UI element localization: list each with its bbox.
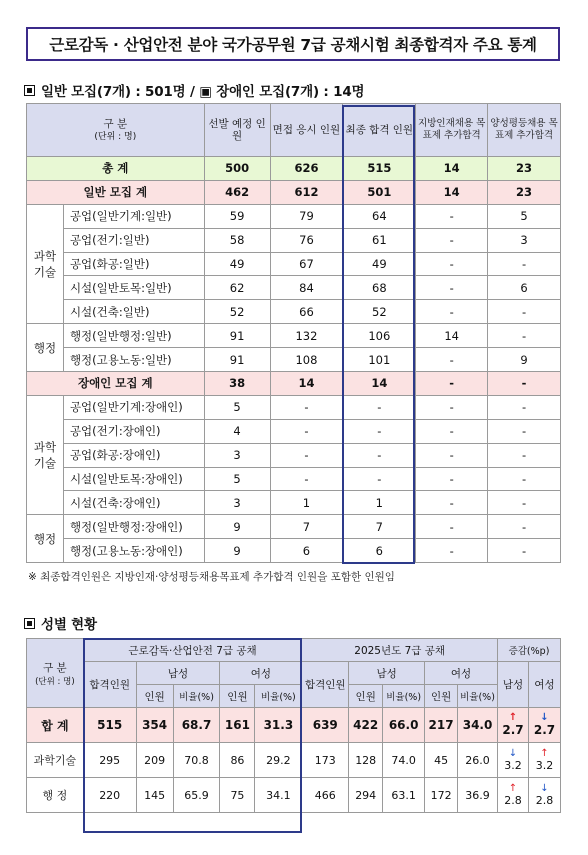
arrow-down-icon: ↓ (540, 712, 549, 723)
square-bullet-icon (24, 618, 35, 629)
header-change: 증감(%p) (498, 639, 561, 662)
header-category: 구 분 (단위 : 명) (27, 104, 205, 157)
table-row: 행 정 220 145 65.9 75 34.1 466 294 63.1 172 36.9 ↑ 2.8 ↓ 2.8 (27, 778, 561, 813)
table-row: 과학 기술 공업(일반기계:일반) 59 79 64 - 5 (27, 204, 561, 228)
arrow-down-icon: ↓ (508, 747, 518, 759)
arrow-up-icon: ↑ (508, 782, 518, 794)
arrow-down-icon: ↓ (540, 782, 549, 794)
header-gender-equality: 양성평등채용 목표제 추가합격 (488, 104, 561, 157)
total-row: 총 계 500 626 515 14 23 (27, 157, 561, 181)
table-row: 과학기술 295 209 70.8 86 29.2 173 128 74.0 45 26.0 ↓ 3.2 ↑ 3.2 (27, 743, 561, 778)
table-row: 과학 기술 공업(일반기계:장애인) 5 - - - - (27, 395, 561, 419)
section-gender-heading (24, 613, 97, 633)
table-row: 시설(일반토목:장애인) 5 - - - - (27, 467, 561, 491)
group-label-admin: 행정 (27, 324, 64, 372)
group-label-admin: 행정 (27, 515, 64, 563)
table-row: 행정(고용노동:장애인) 9 6 6 - - (27, 539, 561, 563)
male-change: ↑ 2.8 (498, 778, 529, 813)
header-group2: 2025년도 7급 공채 (302, 639, 498, 662)
table-header-row: 합격인원 남성 여성 합격인원 남성 여성 남성 여성 (27, 662, 561, 685)
section-general-text: 일반 모집(7개) : 501명 / ▣ 장애인 모집(7개) : 14명 (41, 84, 365, 100)
header-category: 구 분 (단위 : 명) (27, 639, 84, 708)
table-row: 공업(전기:장애인) 4 - - - - (27, 419, 561, 443)
table-row: 공업(전기:일반) 58 76 61 - 3 (27, 228, 561, 252)
table-header-row (27, 639, 561, 662)
table-row: 공업(화공:장애인) 3 - - - - (27, 443, 561, 467)
group-label-tech: 과학 기술 (27, 204, 64, 323)
table-row: 행정(고용노동:일반) 91 108 101 - 9 (27, 348, 561, 372)
table-header-row (27, 104, 561, 157)
header-group1: 근로감독·산업안전 7급 공채 (83, 639, 302, 662)
section-gender-text: 성별 현황 (41, 617, 97, 633)
header-final: 최종 합격 인원 (343, 104, 416, 157)
male-change: ↑ 2.7 (498, 708, 529, 743)
gender-table (26, 638, 561, 813)
female-change: ↓ 2.8 (528, 778, 560, 813)
table-row: 시설(건축:일반) 52 66 52 - - (27, 300, 561, 324)
arrow-up-icon: ↑ (540, 747, 549, 759)
table-row: 시설(건축:장애인) 3 1 1 - - (27, 491, 561, 515)
arrow-up-icon: ↑ (508, 712, 518, 723)
section-general-heading (24, 80, 364, 100)
female-change: ↑ 3.2 (528, 743, 560, 778)
table-row: 공업(화공:일반) 49 67 49 - - (27, 252, 561, 276)
general-subtotal-row: 일반 모집 계 462 612 501 14 23 (27, 180, 561, 204)
header-local-talent: 지방인재채용 목표제 추가합격 (416, 104, 488, 157)
square-bullet-icon (24, 85, 35, 96)
page-title: 근로감독 · 산업안전 분야 국가공무원 7급 공채시험 최종합격자 주요 통계 (26, 27, 560, 61)
table-row: 행정 행정(일반행정:일반) 91 132 106 14 - (27, 324, 561, 348)
table-row: 합 계 515 354 68.7 161 31.3 639 422 66.0 217 34.0 ↑ 2.7 ↓ 2.7 (27, 708, 561, 743)
female-change: ↓ 2.7 (528, 708, 560, 743)
disabled-subtotal-row: 장애인 모집 계 38 14 14 - - (27, 372, 561, 396)
male-change: ↓ 3.2 (498, 743, 529, 778)
group-label-tech: 과학 기술 (27, 395, 64, 514)
header-interview: 면접 응시 인원 (270, 104, 343, 157)
header-planned: 선발 예정 인원 (204, 104, 270, 157)
recruitment-table (26, 103, 561, 563)
table-row: 시설(일반토목:일반) 62 84 68 - 6 (27, 276, 561, 300)
table-header-row: 인원 비율(%) 인원 비율(%) 인원 비율(%) 인원 비율(%) (27, 685, 561, 708)
table-row: 행정 행정(일반행정:장애인) 9 7 7 - - (27, 515, 561, 539)
footnote: ※ 최종합격인원은 지방인재·양성평등채용목표제 추가합격 인원을 포함한 인원임 (28, 571, 395, 583)
